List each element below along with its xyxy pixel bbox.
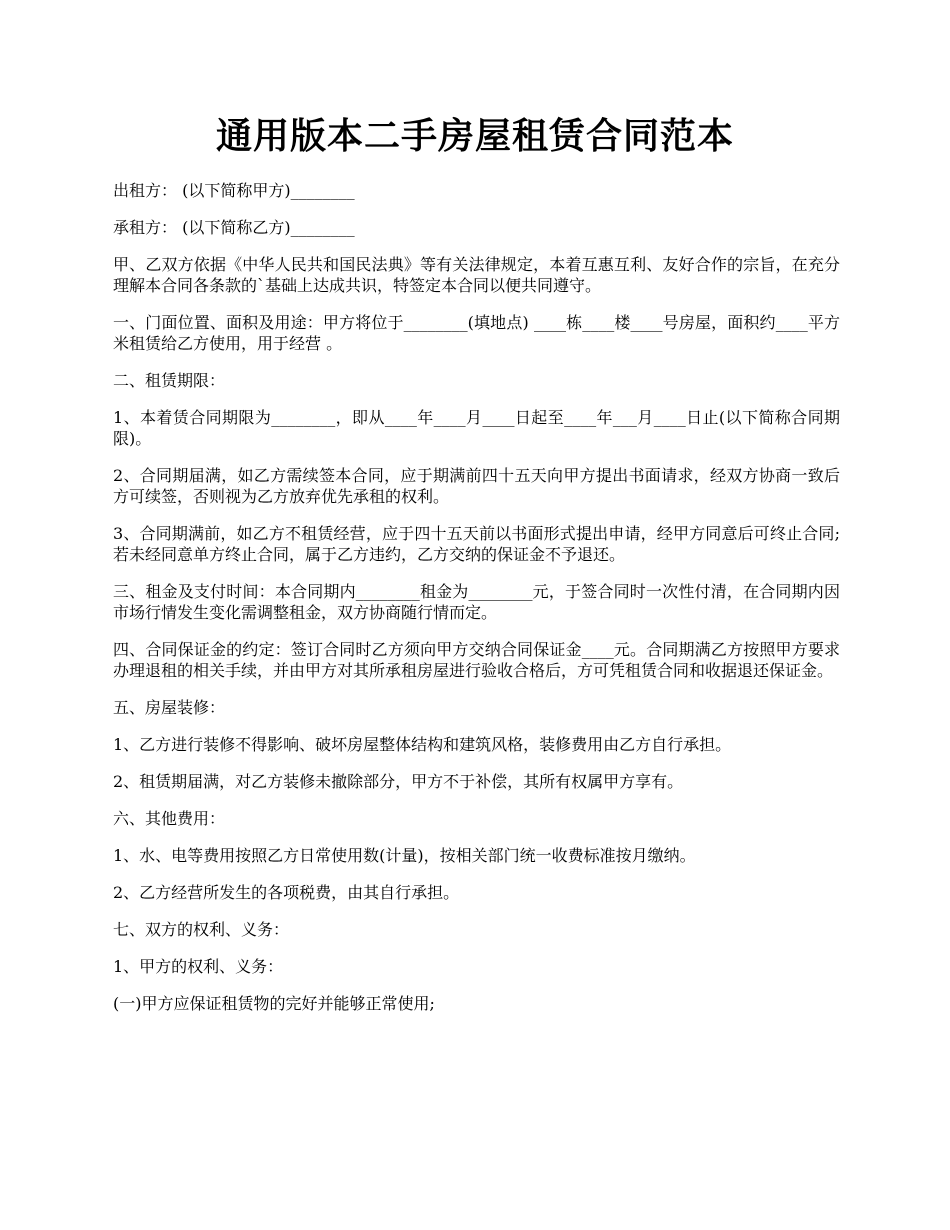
document-title: 通用版本二手房屋租赁合同范本 [215, 115, 734, 157]
paragraph-clause-7-1-a: (一)甲方应保证租赁物的完好并能够正常使用; [113, 994, 435, 1013]
paragraph-clause-2-2: 2、合同期届满，如乙方需续签本合同，应于期满前四十五天向甲方提出书面请求，经双方协商一致后方可续签，否则视为乙方放弃优先承租的权利。 [113, 466, 840, 506]
paragraph-clause-2-3: 3、合同期满前，如乙方不租赁经营，应于四十五天前以书面形式提出申请，经甲方同意后可终止合同;若未经同意单方终止合同，属于乙方违约，乙方交纳的保证金不予退还。 [113, 524, 840, 564]
paragraph-clause-6-1: 1、水、电等费用按照乙方日常使用数(计量)，按相关部门统一收费标准按月缴纳。 [113, 846, 696, 865]
paragraph-clause-7-heading: 七、双方的权利、义务： [113, 920, 290, 939]
paragraph-lessor: 出租方： (以下简称甲方)________ [113, 181, 355, 200]
paragraph-clause-7-1: 1、甲方的权利、义务： [113, 957, 284, 976]
paragraph-lessee: 承租方： (以下简称乙方)________ [113, 218, 355, 237]
paragraph-clause-4: 四、合同保证金的约定：签订合同时乙方须向甲方交纳合同保证金____元。合同期满乙方按照甲方要求办理退租的相关手续，并由甲方对其所承租房屋进行验收合格后，方可凭租赁合同和收据退还保证金。 [113, 640, 840, 680]
paragraph-preamble: 甲、乙双方依据《中华人民共和国民法典》等有关法律规定，本着互惠互利、友好合作的宗旨，在充分理解本合同各条款的`基础上达成共识，特签定本合同以便共同遵守。 [113, 255, 840, 295]
document-body [113, 180, 840, 1030]
paragraph-clause-2-1: 1、本着赁合同期限为________，即从____年____月____日起至____年___月____日止(以下简称合同期限)。 [113, 408, 840, 448]
paragraph-clause-6-2: 2、乙方经营所发生的各项税费，由其自行承担。 [113, 883, 460, 902]
paragraph-clause-5-2: 2、租赁期届满，对乙方装修未撤除部分，甲方不于补偿，其所有权属甲方享有。 [113, 772, 684, 791]
paragraph-clause-1: 一、门面位置、面积及用途：甲方将位于________(填地点) ____栋____楼____号房屋，面积约____平方米租赁给乙方使用，用于经营 。 [113, 313, 840, 353]
paragraph-clause-5-heading: 五、房屋装修： [113, 698, 226, 717]
paragraph-clause-3: 三、租金及支付时间：本合同期内________租金为________元，于签合同时一次性付清，在合同期内因市场行情发生变化需调整租金，双方协商随行情而定。 [113, 582, 840, 622]
paragraph-clause-2-heading: 二、租赁期限： [113, 371, 226, 390]
paragraph-clause-6-heading: 六、其他费用： [113, 809, 226, 828]
paragraph-clause-5-1: 1、乙方进行装修不得影响、破坏房屋整体结构和建筑风格，装修费用由乙方自行承担。 [113, 735, 732, 754]
